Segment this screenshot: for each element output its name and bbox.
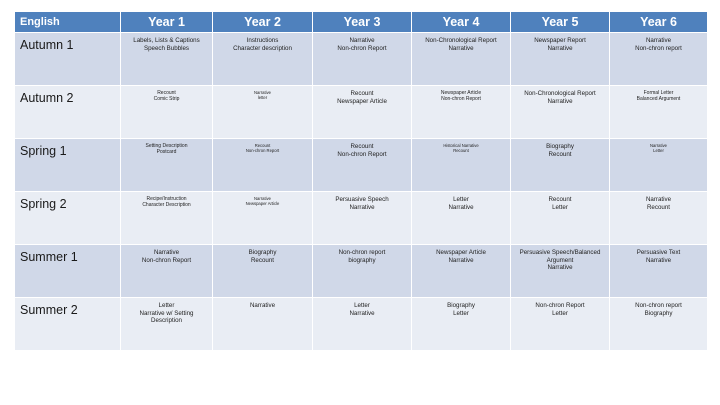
cell-line: Narrative: [254, 90, 271, 95]
cell-line: Comic Strip: [153, 96, 180, 103]
cell-line: Recount: [250, 256, 275, 264]
table-cell: [511, 245, 610, 298]
cell-line: Character description: [233, 44, 292, 52]
table-cell: [412, 33, 511, 86]
table-cell: [511, 86, 610, 139]
cell-line: Narrative: [650, 143, 667, 148]
cell-line: Non-Chronological Report: [524, 90, 596, 97]
cell-line: Non-chron Report: [441, 96, 481, 103]
cell-line: Non-Chronological Report: [425, 37, 497, 44]
table-cell: [511, 139, 610, 192]
cell-line: Narrative: [547, 44, 573, 52]
cell-line: Narrative: [448, 44, 474, 52]
cell-line: Non-chron Report: [245, 148, 280, 154]
term-label: Spring 1: [15, 139, 121, 192]
column-header-year-2: Year 2: [213, 12, 313, 33]
cell-line: Setting Description: [145, 143, 188, 149]
table-cell: [610, 86, 708, 139]
cell-line: Narrative: [547, 264, 573, 272]
curriculum-table: [15, 12, 708, 351]
cell-line: Letter: [453, 309, 469, 317]
table-cell: [121, 86, 213, 139]
table-cell: [313, 33, 412, 86]
table-cell: [213, 86, 313, 139]
cell-line: Newspaper Report: [534, 37, 586, 44]
subject-header: English: [15, 12, 121, 33]
table-row: [15, 86, 708, 139]
table-cell: [511, 33, 610, 86]
cell-line: Letter: [552, 309, 568, 317]
column-header-year-6: Year 6: [610, 12, 708, 33]
table-cell: [412, 298, 511, 351]
table-row: [15, 298, 708, 351]
cell-line: Description: [151, 317, 182, 325]
table-cell: [412, 139, 511, 192]
table-row: [15, 192, 708, 245]
cell-line: Narrative: [349, 309, 375, 317]
cell-line: Recount: [350, 143, 374, 150]
cell-line: Narrative: [349, 37, 375, 44]
cell-line: biography: [348, 256, 376, 264]
table-cell: [610, 298, 708, 351]
cell-line: Speech Bubbles: [143, 44, 190, 52]
cell-line: Formal Letter: [643, 90, 674, 96]
cell-line: Recipe/Instruction: [146, 196, 187, 202]
column-header-year-1: Year 1: [121, 12, 213, 33]
table-cell: [511, 192, 610, 245]
cell-line: Narrative w/ Setting: [139, 309, 194, 317]
cell-line: Recount: [646, 203, 671, 211]
cell-line: Letter: [552, 203, 568, 211]
cell-line: Narrative: [448, 203, 474, 211]
cell-line: Biography: [644, 309, 673, 317]
table-cell: [121, 192, 213, 245]
term-label: Summer 1: [15, 245, 121, 298]
cell-line: Non-chron report: [635, 302, 682, 309]
cell-line: Letter: [158, 302, 175, 309]
cell-line: Narrative: [645, 196, 672, 203]
column-header-year-3: Year 3: [313, 12, 412, 33]
table-cell: [213, 33, 313, 86]
table-cell: [412, 245, 511, 298]
cell-line: Non-chron Report: [337, 150, 387, 158]
cell-line: Narrative: [349, 203, 375, 211]
cell-line: Recount: [157, 90, 176, 96]
cell-line: Instructions: [246, 37, 279, 44]
cell-line: Newspaper Article: [440, 90, 482, 96]
cell-line: Argument: [546, 256, 574, 264]
table-cell: [121, 245, 213, 298]
cell-line: Non-chron report: [338, 249, 386, 256]
cell-line: Non-chron Report: [141, 256, 192, 264]
cell-line: Biography: [248, 249, 277, 256]
cell-line: Recount: [453, 148, 469, 154]
column-header-year-5: Year 5: [511, 12, 610, 33]
cell-line: Persuasive Speech/Balanced: [519, 249, 601, 256]
cell-line: Narrative: [448, 256, 474, 264]
cell-line: Non-chron report: [635, 44, 682, 52]
table-cell: [121, 139, 213, 192]
cell-line: Narrative: [645, 37, 672, 44]
table-cell: [121, 298, 213, 351]
cell-line: Newspaper Article: [337, 97, 387, 105]
table-cell: [213, 192, 313, 245]
table-cell: [213, 298, 313, 351]
table-cell: [412, 192, 511, 245]
cell-line: Recount: [548, 196, 572, 203]
column-header-year-4: Year 4: [412, 12, 511, 33]
cell-line: Non-chron Report: [337, 44, 387, 52]
table-cell: [313, 86, 412, 139]
cell-line: Recount: [254, 143, 271, 148]
term-label: Spring 2: [15, 192, 121, 245]
table-cell: [610, 245, 708, 298]
cell-line: Persuasive Text: [636, 249, 681, 256]
cell-line: Biography: [546, 143, 574, 150]
table-cell: [313, 298, 412, 351]
cell-line: Non-chron Report: [535, 302, 585, 309]
header-row: [15, 12, 708, 33]
cell-line: Balanced Argument: [636, 96, 681, 103]
table-cell: [610, 139, 708, 192]
table-cell: [610, 33, 708, 86]
term-label: Summer 2: [15, 298, 121, 351]
cell-line: Narrative: [249, 302, 276, 309]
table-cell: [313, 245, 412, 298]
cell-line: Historical Narrative: [443, 143, 479, 148]
cell-line: Labels, Lists & Captions: [133, 37, 200, 44]
cell-line: Persuasive Speech: [335, 196, 389, 203]
cell-line: Letter: [354, 302, 370, 309]
cell-line: Narrative: [645, 256, 672, 264]
cell-line: Newspaper Article: [245, 201, 280, 207]
cell-line: Narrative: [547, 97, 573, 105]
table-cell: [313, 192, 412, 245]
table-row: [15, 33, 708, 86]
cell-line: Narrative: [153, 249, 180, 256]
cell-line: Letter: [653, 148, 664, 154]
table-cell: [610, 192, 708, 245]
cell-line: letter: [257, 95, 268, 101]
term-label: Autumn 2: [15, 86, 121, 139]
table-cell: [213, 139, 313, 192]
table-row: [15, 139, 708, 192]
table-cell: [121, 33, 213, 86]
cell-line: Narrative: [254, 196, 271, 201]
cell-line: Biography: [447, 302, 475, 309]
cell-line: Recount: [548, 150, 572, 158]
cell-line: Newspaper Article: [436, 249, 486, 256]
table-cell: [313, 139, 412, 192]
table-cell: [412, 86, 511, 139]
cell-line: Postcard: [156, 149, 177, 156]
term-label: Autumn 1: [15, 33, 121, 86]
table-cell: [511, 298, 610, 351]
table-row: [15, 245, 708, 298]
table-cell: [213, 245, 313, 298]
cell-line: Letter: [453, 196, 469, 203]
cell-line: Character Description: [142, 202, 191, 209]
cell-line: Recount: [350, 90, 374, 97]
